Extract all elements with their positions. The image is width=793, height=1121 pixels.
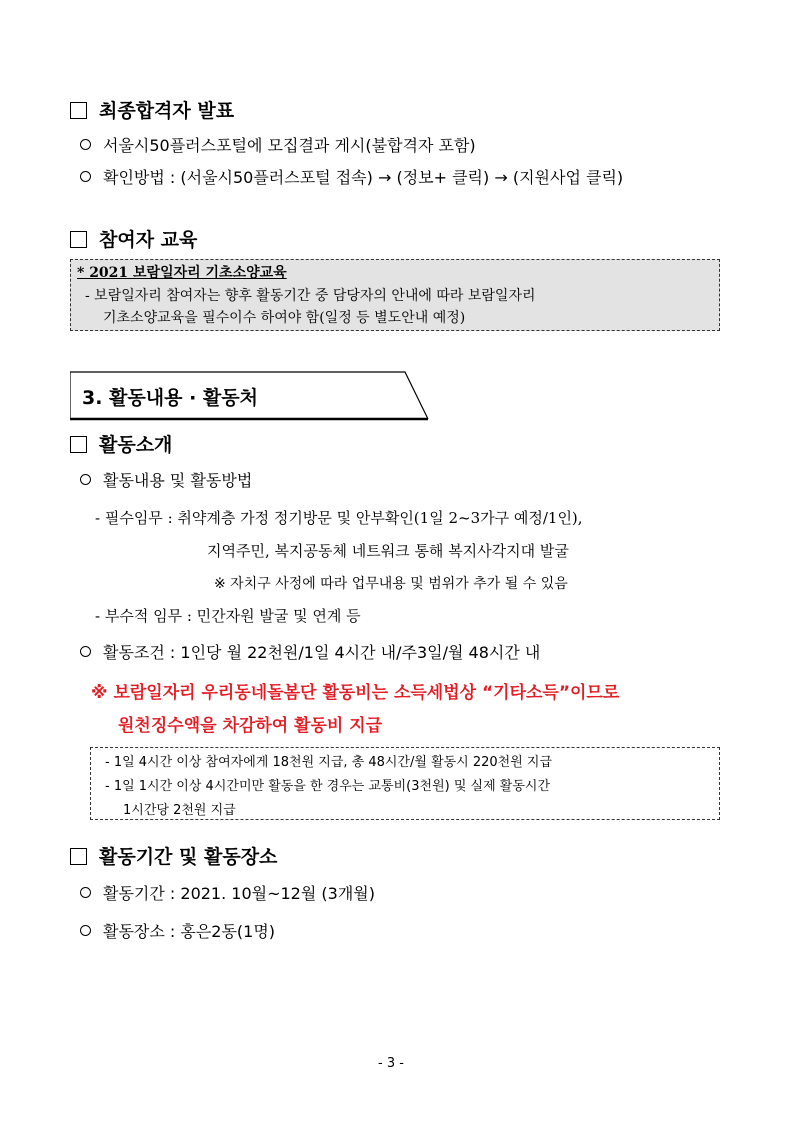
- tax-notice: ※ 보람일자리 우리동네돌봄단 활동비는 소득세법상 “기타소득”이므로: [91, 683, 620, 703]
- circle-bullet-icon: [80, 171, 91, 182]
- payment-note-line: 1시간당 2천원 지급: [123, 803, 236, 818]
- circle-bullet-icon: [80, 887, 91, 898]
- education-note-box: [70, 259, 720, 331]
- bullet-item: 확인방법 : (서울시50플러스포털 접속) → (정보+ 클릭) → (지원사업 클릭): [80, 165, 623, 188]
- circle-bullet-icon: [80, 646, 91, 657]
- payment-note-line: - 1일 1시간 이상 4시간미만 활동을 한 경우는 교통비(3천원) 및 실제 활동시간: [105, 779, 550, 794]
- checkbox-square-icon: [70, 436, 87, 453]
- bullet-item: 활동기간 : 2021. 10월~12월 (3개월): [80, 881, 375, 904]
- section-heading-activity-intro: 활동소개: [70, 430, 172, 457]
- checkbox-square-icon: [70, 231, 87, 248]
- section-title: 3. 활동내용 · 활동처: [82, 387, 258, 409]
- bullet-item: 활동조건 : 1인당 월 22천원/1일 4시간 내/주3일/월 48시간 내: [80, 640, 540, 663]
- education-note-title: * 2021 보람일자리 기초소양교육: [77, 265, 287, 281]
- section-heading-participant-education: 참여자 교육: [70, 225, 197, 252]
- section-heading-final-announcement: 최종합격자 발표: [70, 96, 234, 123]
- duty-line: - 부수적 임무 : 민간자원 발굴 및 연계 등: [95, 607, 361, 625]
- page-number: - 3 -: [378, 1056, 404, 1071]
- education-note-line: - 보람일자리 참여자는 향후 활동기간 중 담당자의 안내에 따라 보람일자리: [85, 288, 536, 304]
- payment-note-box: [90, 747, 720, 820]
- checkbox-square-icon: [70, 102, 87, 119]
- duty-line: 지역주민, 복지공동체 네트워크 통해 복지사각지대 발굴: [207, 542, 569, 560]
- circle-bullet-icon: [80, 925, 91, 936]
- duty-line: - 필수임무 : 취약계층 가정 정기방문 및 안부확인(1일 2~3가구 예정/1인),: [95, 509, 583, 527]
- payment-note-line: - 1일 4시간 이상 참여자에게 18천원 지급, 총 48시간/월 활동시 220천원 지급: [105, 755, 553, 770]
- circle-bullet-icon: [80, 474, 91, 485]
- circle-bullet-icon: [80, 139, 91, 150]
- bullet-item: 활동내용 및 활동방법: [80, 468, 252, 491]
- bullet-item: 서울시50플러스포털에 모집결과 게시(불합격자 포함): [80, 133, 476, 156]
- duty-note: ※ 자치구 사정에 따라 업무내용 및 범위가 추가 될 수 있음: [214, 576, 568, 592]
- education-note-line: 기초소양교육을 필수이수 하여야 함(일정 등 별도안내 예정): [103, 310, 466, 326]
- tax-notice: 원천징수액을 차감하여 활동비 지급: [118, 716, 383, 736]
- bullet-item: 활동장소 : 홍은2동(1명): [80, 919, 275, 942]
- checkbox-square-icon: [70, 848, 87, 865]
- section-heading-period-location: 활동기간 및 활동장소: [70, 842, 277, 869]
